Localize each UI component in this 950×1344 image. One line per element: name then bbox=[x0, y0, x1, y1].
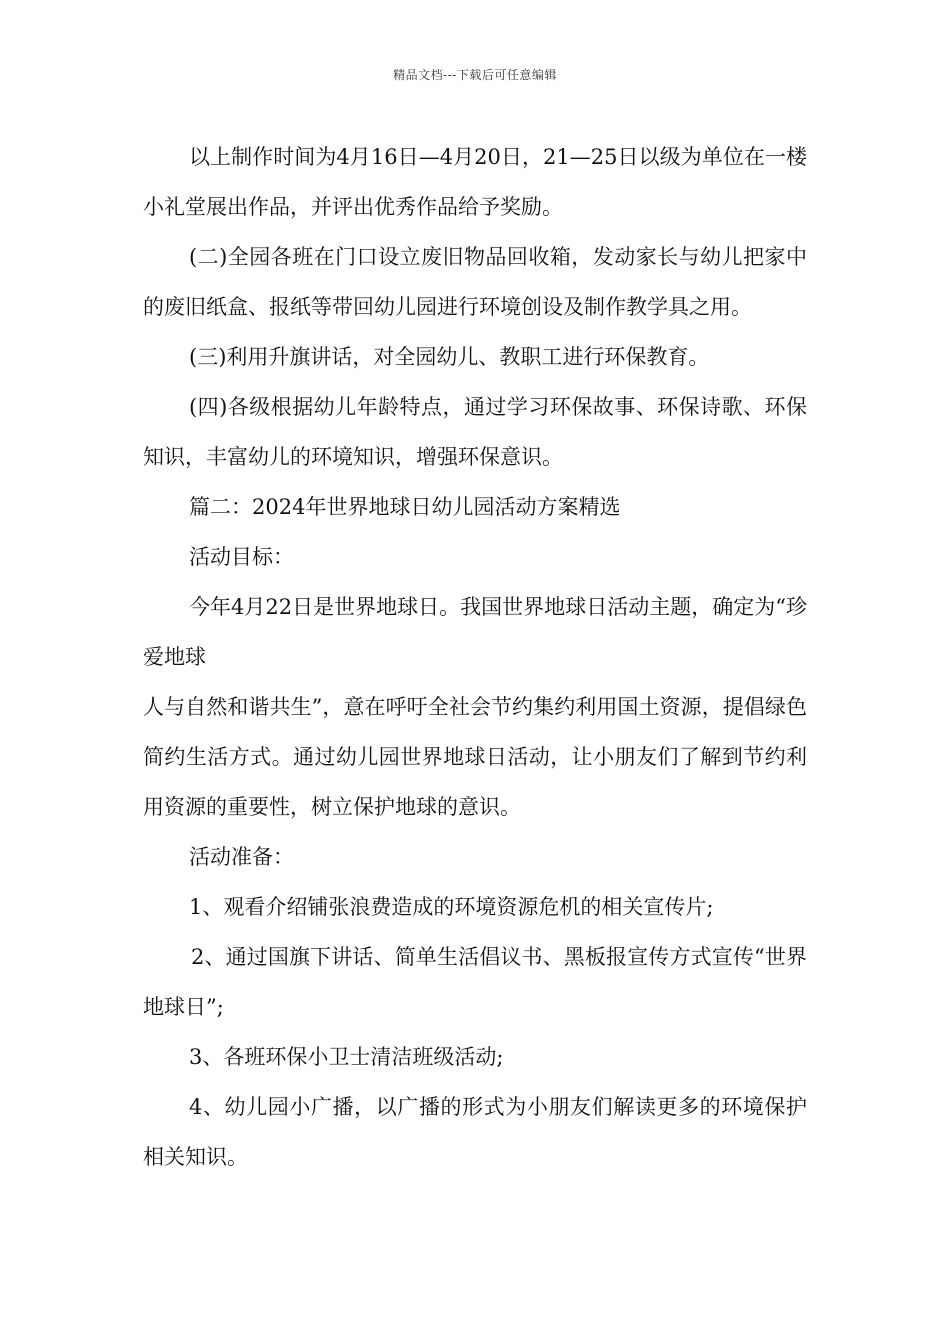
heading-activity-preparation: 活动准备： bbox=[189, 845, 294, 869]
paragraph-flag-speech: (三)利用升旗讲话，对全园幼儿、教职工进行环保教育。 bbox=[189, 345, 710, 369]
paragraph-exhibition-schedule: 以上制作时间为4月16日—4月20日，21—25日以级为单位在一楼小礼堂展出作品，并评出优秀作品给予奖励。 bbox=[143, 145, 807, 219]
paragraph-recycling-box: (二)全园各班在门口设立废旧物品回收箱，发动家长与幼儿把家中的废旧纸盒、报纸等带回幼儿园进行环境创设及制作教学具之用。 bbox=[143, 245, 807, 319]
list-item-kindergarten-broadcast: 4、幼儿园小广播，以广播的形式为小朋友们解读更多的环境保护相关知识。 bbox=[143, 1095, 807, 1169]
list-item-class-cleaning: 3、各班环保小卫士清洁班级活动; bbox=[189, 1045, 504, 1069]
list-item-watch-video: 1、观看介绍铺张浪费造成的环境资源危机的相关宣传片; bbox=[189, 895, 714, 919]
paragraph-earth-day-intro: 今年4月22日是世界地球日。我国世界地球日活动主题，确定为“珍爱地球 bbox=[143, 595, 807, 669]
document-header: 精品文档---下载后可任意编辑 bbox=[393, 68, 557, 82]
paragraph-age-activities: (四)各级根据幼儿年龄特点，通过学习环保故事、环保诗歌、环保知识，丰富幼儿的环境知识，增强环保意识。 bbox=[143, 395, 807, 469]
section-title-part-two: 篇二：2024年世界地球日幼儿园活动方案精选 bbox=[189, 495, 621, 519]
paragraph-earth-day-theme: 人与自然和谐共生”，意在呼吁全社会节约集约利用国土资源，提倡绿色简约生活方式。通过幼儿园世界地球日活动，让小朋友们了解到节约利用资源的重要性，树立保护地球的意识。 bbox=[143, 695, 807, 819]
document-body bbox=[143, 132, 807, 1182]
heading-activity-goals: 活动目标： bbox=[189, 545, 294, 569]
list-item-flag-speech-promotion: 2、通过国旗下讲话、简单生活倡议书、黑板报宣传方式宣传“世界地球日”; bbox=[143, 945, 807, 1019]
